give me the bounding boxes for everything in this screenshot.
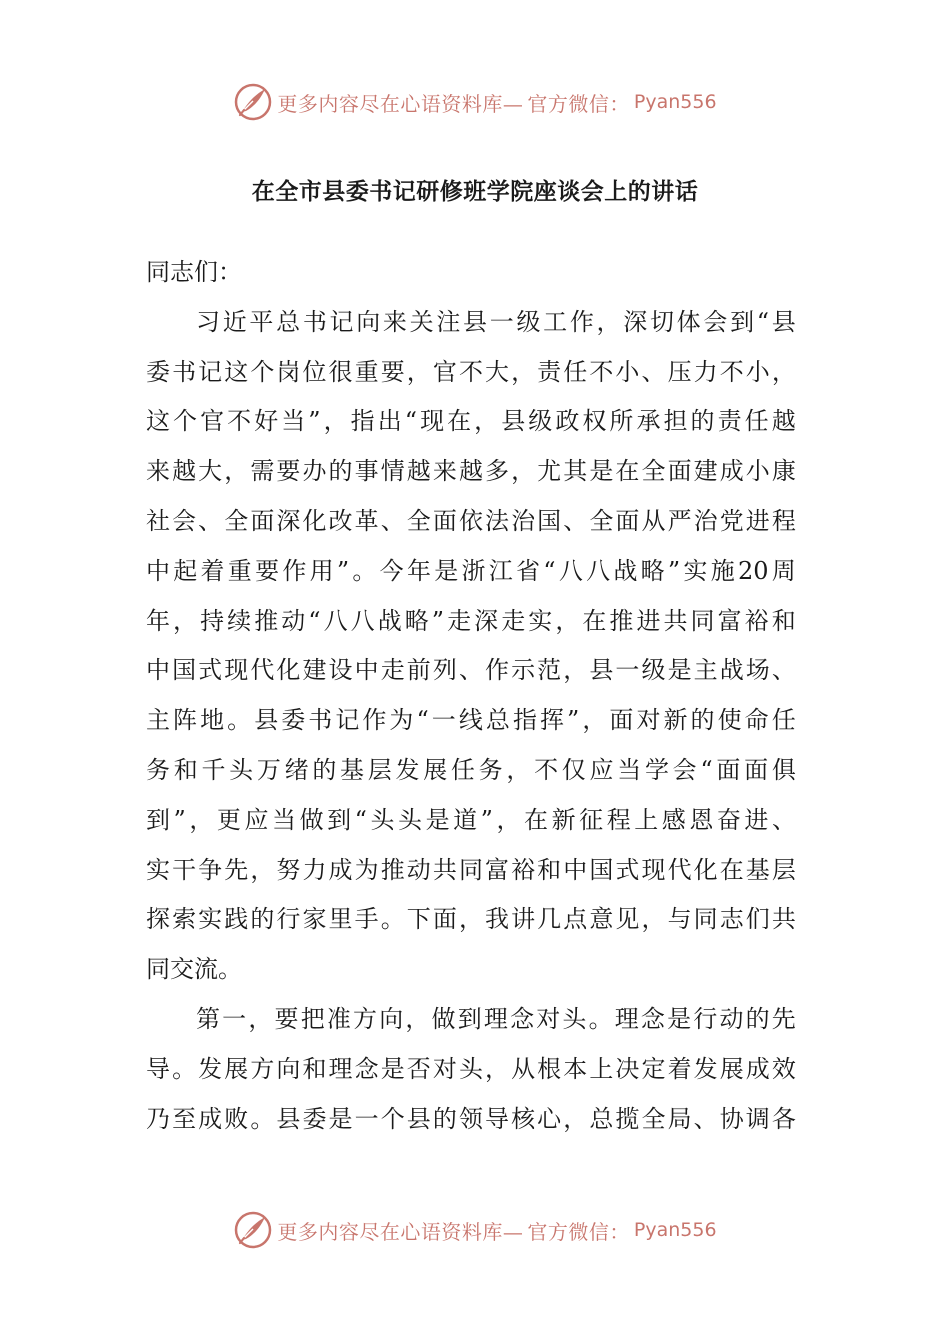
body-line: 中 国 式 现 代 化 建 设 中 走 前 列 、 作 示 范 ， 县 一 级 是 主 战 场 、 <box>146 656 796 685</box>
body-line: 同 交 流 。 <box>146 955 242 984</box>
quill-pen-logo-icon <box>233 82 273 122</box>
body-line: 同 志 们 ： <box>146 258 242 286</box>
footer-banner <box>0 1208 950 1252</box>
header-banner <box>0 80 950 124</box>
banner-wechat-id: Pyan556 <box>633 1219 717 1241</box>
body-line: 乃 至 成 败 。 县 委 是 一 个 县 的 领 导 核 心 ， 总 揽 全 局 、 协 调 各 <box>146 1104 796 1133</box>
document-title: 在全市县委书记研修班学院座谈会上的讲话 <box>251 179 699 205</box>
body-line: 第 一 ， 要 把 准 方 向 ， 做 到 理 念 对 头 。 理 念 是 行 动 的 先 <box>196 1004 796 1033</box>
banner-slogan: 更多内容尽在心语资料库— <box>277 1219 524 1244</box>
body-line: 委 书 记 这 个 岗 位 很 重 要 ， 官 不 大 ， 责 任 不 小 、 压 力 不 小 ， <box>146 357 796 386</box>
body-line: 社 会 、 全 面 深 化 改 革 、 全 面 依 法 治 国 、 全 面 从 严 治 党 进 程 <box>146 506 796 535</box>
body-line: 实 干 争 先 ， 努 力 成 为 推 动 共 同 富 裕 和 中 国 式 现 代 化 在 基 层 <box>146 855 796 884</box>
body-line: 习 近 平 总 书 记 向 来 关 注 县 一 级 工 作 ， 深 切 体 会 到 “ 县 <box>196 307 796 336</box>
body-line: 导 。 发 展 方 向 和 理 念 是 否 对 头 ， 从 根 本 上 决 定 着 发 展 成 效 <box>146 1054 796 1083</box>
banner-wechat-label: 官方微信： <box>527 1219 630 1244</box>
banner-slogan: 更多内容尽在心语资料库— <box>277 91 524 116</box>
body-line: 主 阵 地 。 县 委 书 记 作 为 “ 一 线 总 指 挥 ” ， 面 对 新 的 使 命 任 <box>146 706 796 735</box>
body-line: 年 ， 持 续 推 动 “ 八 八 战 略 ” 走 深 走 实 ， 在 推 进 共 同 富 裕 和 <box>146 606 796 635</box>
banner-wechat-label: 官方微信： <box>527 91 630 116</box>
body-line: 务 和 千 头 万 绪 的 基 层 发 展 任 务 ， 不 仅 应 当 学 会 “ 面 面 俱 <box>146 755 796 784</box>
body-line: 中 起 着 重 要 作 用 ” 。 今 年 是 浙 江 省 “ 八 八 战 略 ” 实 施 20 周 <box>146 556 796 585</box>
banner-wechat-id: Pyan556 <box>633 91 717 113</box>
document-body <box>146 248 796 1144</box>
body-line: 到 ” ， 更 应 当 做 到 “ 头 头 是 道 ” ， 在 新 征 程 上 感 恩 奋 进 、 <box>146 805 796 834</box>
body-line: 探 索 实 践 的 行 家 里 手 。 下 面 ， 我 讲 几 点 意 见 ， 与 同 志 们 共 <box>146 905 796 934</box>
body-line: 来 越 大 ， 需 要 办 的 事 情 越 来 越 多 ， 尤 其 是 在 全 面 建 成 小 康 <box>146 457 796 486</box>
body-line: 这 个 官 不 好 当 ” ， 指 出 “ 现 在 ， 县 级 政 权 所 承 担 的 责 任 越 <box>146 407 796 436</box>
quill-pen-logo-icon <box>233 1210 273 1250</box>
